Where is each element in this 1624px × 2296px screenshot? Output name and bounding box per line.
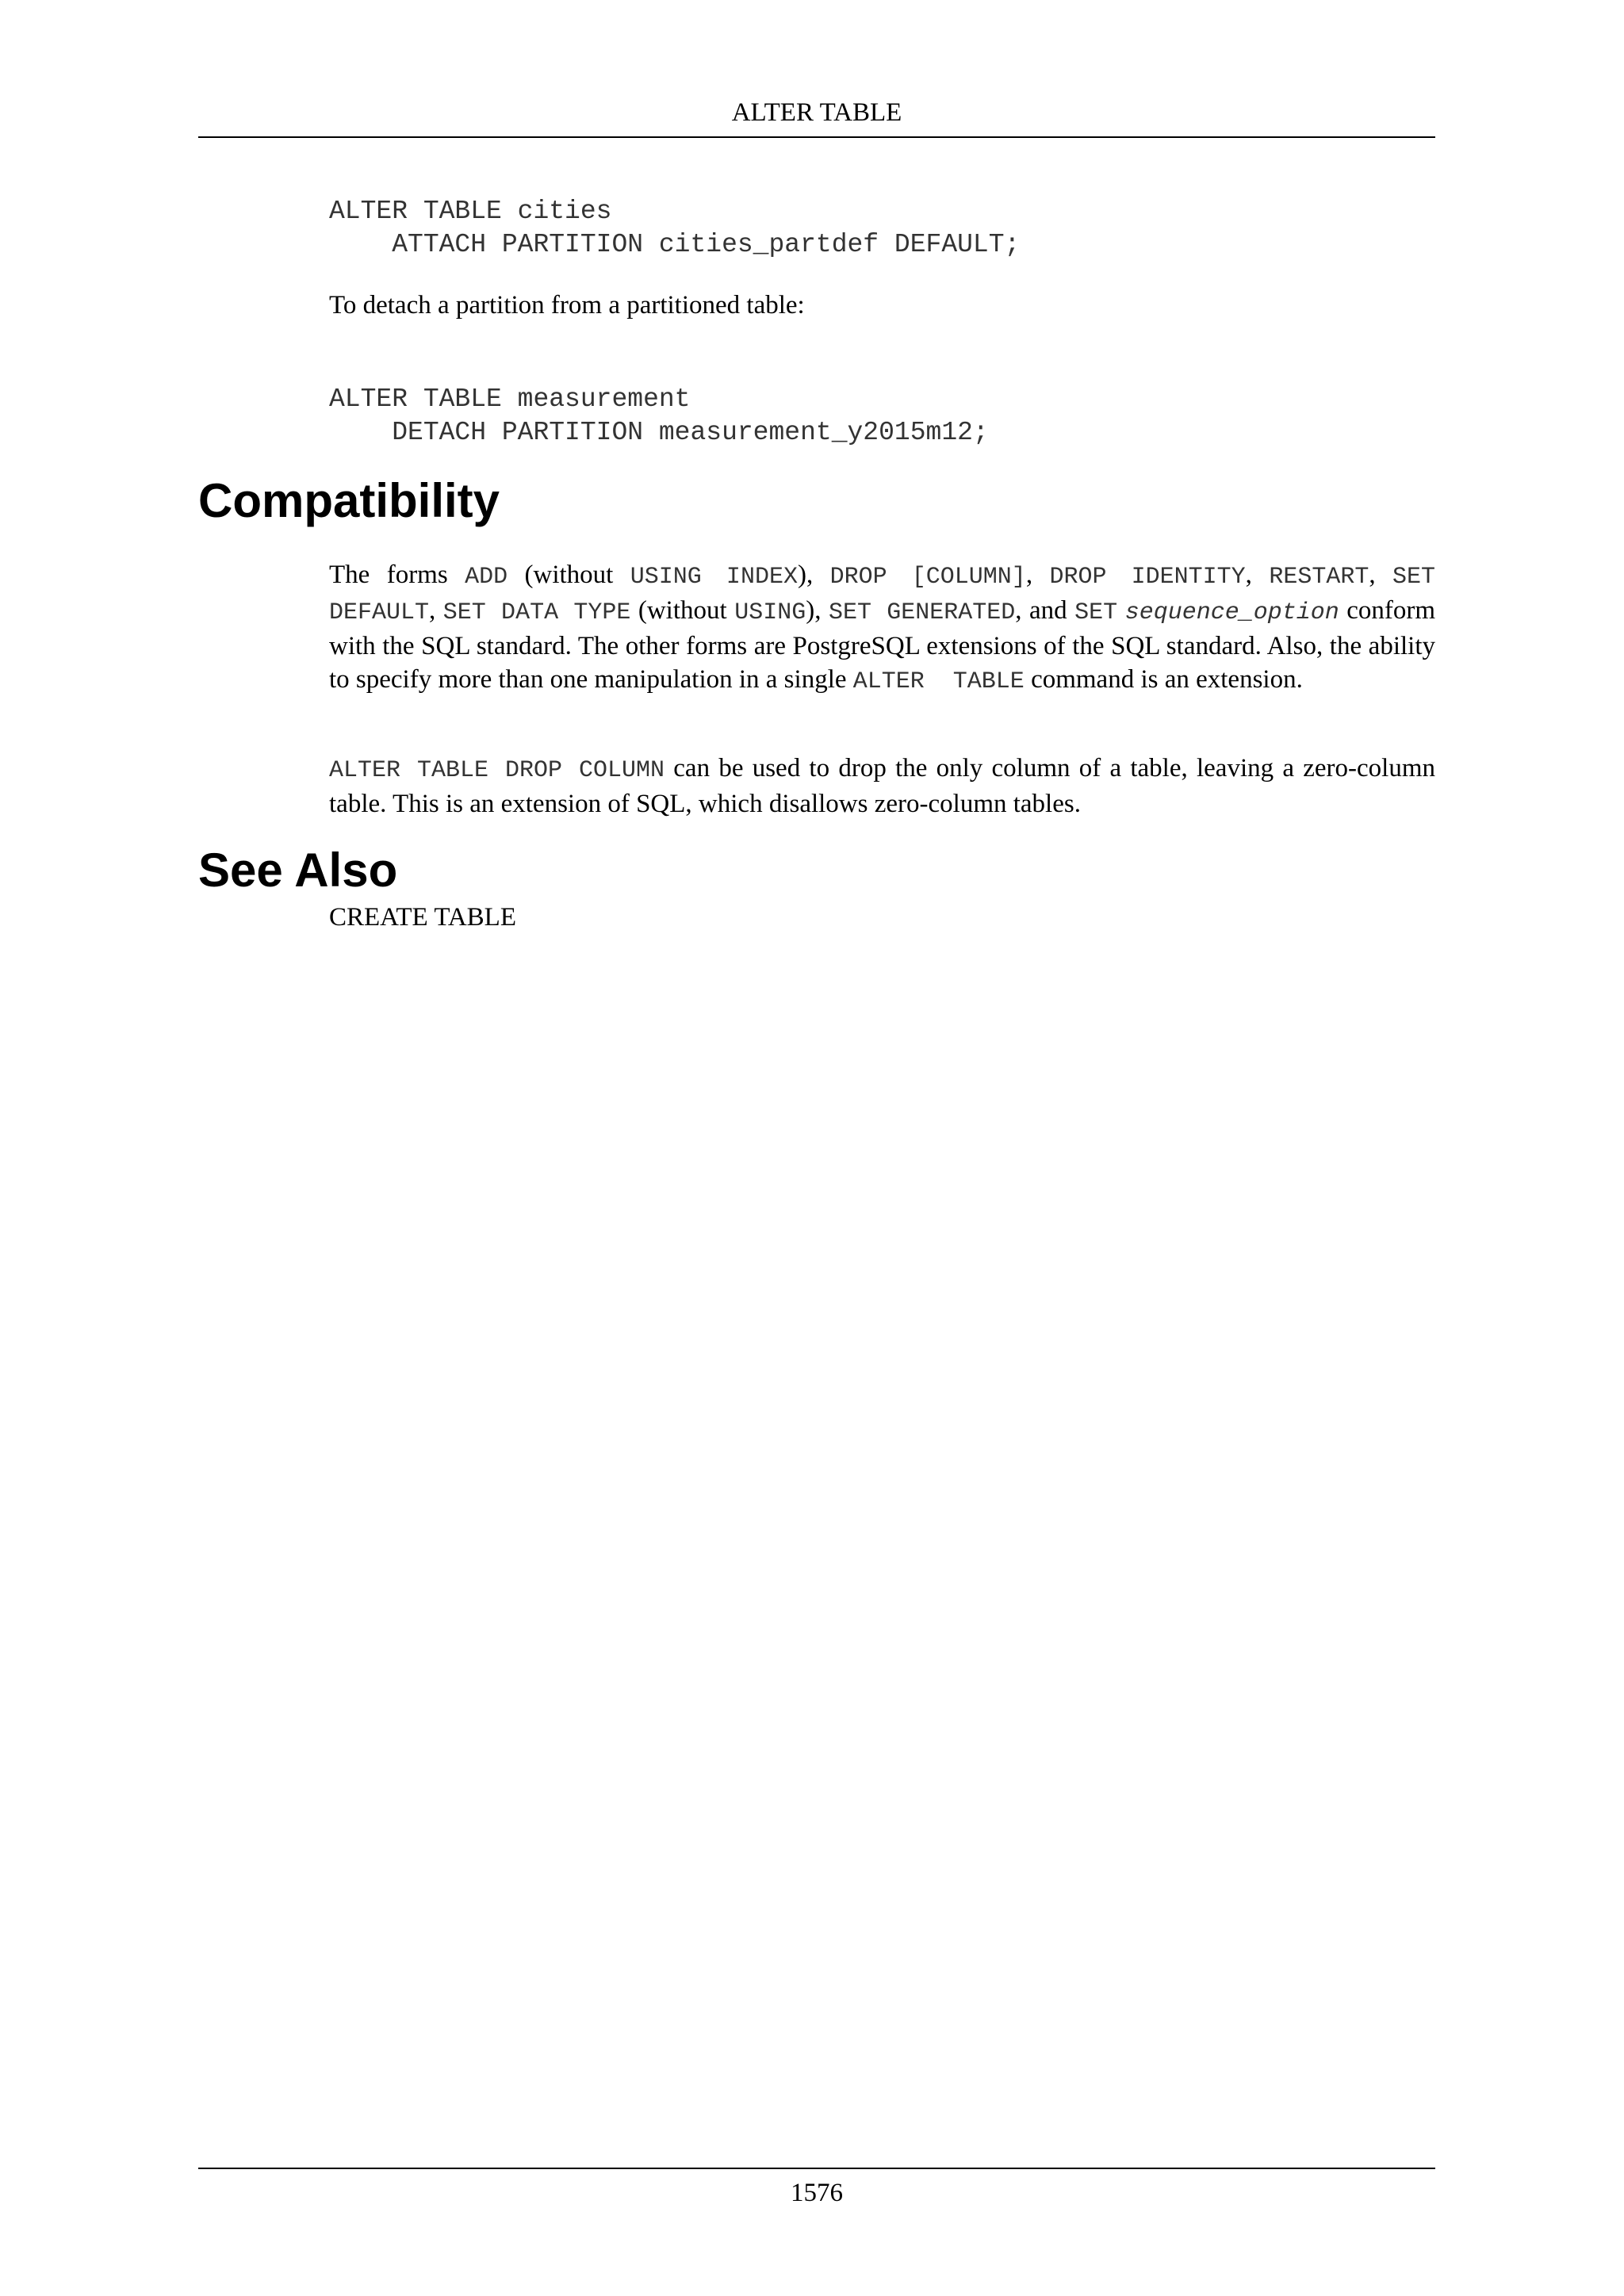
text-run: , bbox=[1245, 561, 1270, 589]
replaceable-sequence-option: sequence_option bbox=[1124, 599, 1339, 626]
text-run: , bbox=[1369, 561, 1393, 589]
literal-set-default: SET DEFAULT bbox=[329, 564, 1436, 626]
text-run: , bbox=[1025, 561, 1050, 589]
text-run: command is an extension. bbox=[1024, 665, 1303, 694]
text-run: , bbox=[429, 596, 443, 625]
compatibility-paragraph-2 bbox=[329, 752, 1435, 821]
literal-drop-identity: DROP IDENTITY bbox=[1049, 564, 1246, 591]
see-also-heading: See Also bbox=[198, 844, 398, 897]
code-line: DETACH PARTITION measurement_y2015m12; bbox=[329, 418, 989, 447]
literal-using: USING bbox=[734, 599, 806, 626]
literal-set: SET bbox=[1074, 599, 1118, 626]
literal-drop-column: DROP [COLUMN] bbox=[829, 564, 1026, 591]
code-example-detach bbox=[329, 383, 989, 450]
text-run: , and bbox=[1015, 596, 1075, 625]
literal-using-index: USING INDEX bbox=[630, 564, 798, 591]
page-number: 1576 bbox=[791, 2179, 843, 2207]
code-line: ALTER TABLE cities bbox=[329, 197, 612, 226]
text-run bbox=[1117, 596, 1125, 625]
text-run: conform with the SQL standard. The other forms are PostgreSQL extensions of the SQL standard. Also, the ability to specify more than one manipulation in a single bbox=[329, 596, 1436, 694]
footer-rule bbox=[198, 2168, 1435, 2169]
literal-set-data-type: SET DATA TYPE bbox=[442, 599, 631, 626]
text-run: The forms bbox=[329, 561, 465, 589]
compatibility-heading: Compatibility bbox=[198, 474, 500, 527]
header-rule bbox=[198, 136, 1435, 138]
literal-set-generated: SET GENERATED bbox=[828, 599, 1016, 626]
text-run: ), bbox=[797, 561, 830, 589]
code-line: ATTACH PARTITION cities_partdef DEFAULT; bbox=[329, 230, 1021, 259]
text-run: (without bbox=[630, 596, 735, 625]
literal-restart: RESTART bbox=[1269, 564, 1369, 591]
text-run: ), bbox=[806, 596, 829, 625]
compatibility-paragraph-1 bbox=[329, 558, 1435, 698]
see-also-create-table-link[interactable]: CREATE TABLE bbox=[329, 903, 516, 932]
running-header: ALTER TABLE bbox=[731, 98, 902, 127]
code-line: ALTER TABLE measurement bbox=[329, 385, 691, 414]
literal-alter-table: ALTER TABLE bbox=[852, 668, 1025, 695]
literal-alter-table-drop-column: ALTER TABLE DROP COLUMN bbox=[329, 757, 665, 784]
literal-add: ADD bbox=[465, 564, 508, 591]
detach-intro-paragraph: To detach a partition from a partitioned table: bbox=[329, 291, 805, 320]
code-example-attach-default bbox=[329, 195, 1020, 262]
text-run: (without bbox=[508, 561, 630, 589]
text-run: can be used to drop the only column of a table, leaving a zero-column table. This is an extension of SQL, which disallows zero-column tables. bbox=[329, 754, 1435, 818]
